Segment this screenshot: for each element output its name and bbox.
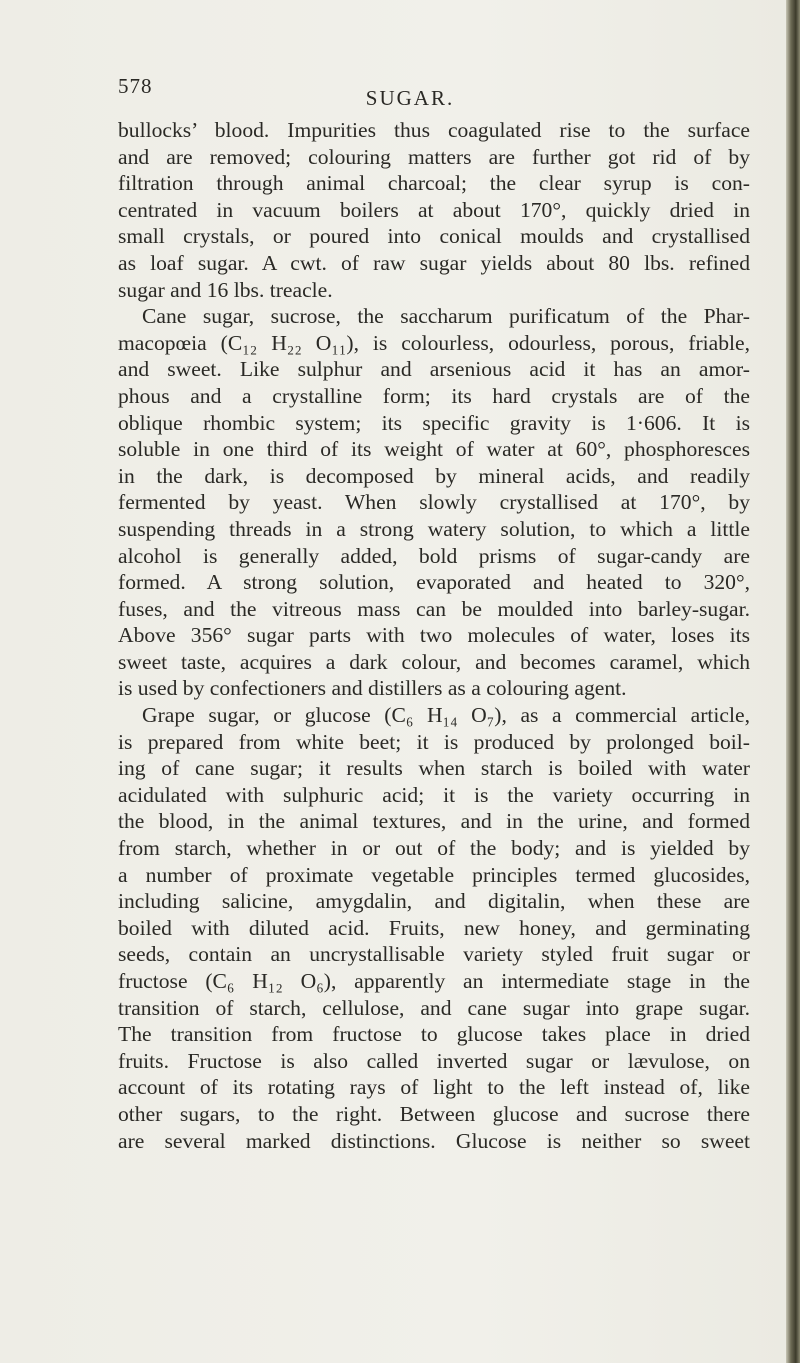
text-line: filtration through animal charcoal; the clear syrup is con- [118,171,750,196]
text-line: suspending threads in a strong watery solution, to which a little [118,516,750,541]
text-line: seeds, contain an uncrystallisable variety styled fruit sugar or [118,942,750,967]
text-line: alcohol is generally added, bold prisms of sugar-candy are [118,543,750,568]
text-line: phous and a crystalline form; its hard crystals are of the [118,383,750,408]
book-edge [786,0,800,1363]
text-line: The transition from fructose to glucose takes place in dried [118,1022,750,1047]
text-line: account of its rotating rays of light to the left instead of, like [118,1075,750,1100]
text-line: in the dark, is decomposed by mineral acids, and readily [118,463,750,488]
body-text [118,117,750,1154]
text-line: sugar and 16 lbs. treacle. [118,277,333,302]
text-line: fermented by yeast. When slowly crystallised at 170°, by [118,490,750,515]
text-line: Cane sugar, sucrose, the saccharum purificatum of the Phar- [142,304,750,329]
text-line: soluble in one third of its weight of water at 60°, phosphoresces [118,437,750,462]
text-line: and sweet. Like sulphur and arsenious acid it has an amor- [118,357,750,382]
text-line: from starch, whether in or out of the body; and is yielded by [118,836,750,861]
text-line: Above 356° sugar parts with two molecules of water, loses its [118,623,750,648]
text-line: oblique rhombic system; its specific gravity is 1·606. It is [118,410,750,435]
text-line: sweet taste, acquires a dark colour, and becomes caramel, which [118,649,750,674]
text-line: formed. A strong solution, evaporated and heated to 320°, [118,570,750,595]
text-line: other sugars, to the right. Between glucose and sucrose there [118,1101,750,1126]
text-line: small crystals, or poured into conical moulds and crystallised [118,224,750,249]
page-number: 578 [118,74,153,98]
text-line: ing of cane sugar; it results when starch is boiled with water [118,756,750,781]
text-line: and are removed; colouring matters are further got rid of by [118,144,750,169]
text-line: macopœia (C₁₂ H₂₂ O₁₁), is colourless, odourless, porous, friable, [118,330,750,355]
text-line: acidulated with sulphuric acid; it is the variety occurring in [118,782,750,807]
text-line: Grape sugar, or glucose (C₆ H₁₄ O₇), as a commercial article, [142,703,750,728]
text-line: as loaf sugar. A cwt. of raw sugar yields about 80 lbs. refined [118,250,750,275]
text-line: is prepared from white beet; it is produced by prolonged boil- [118,729,750,754]
text-line: boiled with diluted acid. Fruits, new honey, and germinating [118,915,750,940]
text-line: a number of proximate vegetable principles termed glucosides, [118,862,750,887]
text-line: are several marked distinctions. Glucose is neither so sweet [118,1128,750,1153]
text-line: centrated in vacuum boilers at about 170°, quickly dried in [118,197,750,222]
text-line: is used by confectioners and distillers as a colouring agent. [118,676,627,701]
text-line: the blood, in the animal textures, and in the urine, and formed [118,809,750,834]
running-title: SUGAR. [365,86,455,110]
text-line: bullocks’ blood. Impurities thus coagulated rise to the surface [118,118,750,142]
text-line: including salicine, amygdalin, and digitalin, when these are [118,889,750,914]
text-line: transition of starch, cellulose, and cane sugar into grape sugar. [118,995,750,1020]
text-line: fructose (C₆ H₁₂ O₆), apparently an intermediate stage in the [118,969,750,993]
text-line: fuses, and the vitreous mass can be moulded into barley-sugar. [118,596,750,621]
text-line: fruits. Fructose is also called inverted sugar or lævulose, on [118,1048,750,1073]
